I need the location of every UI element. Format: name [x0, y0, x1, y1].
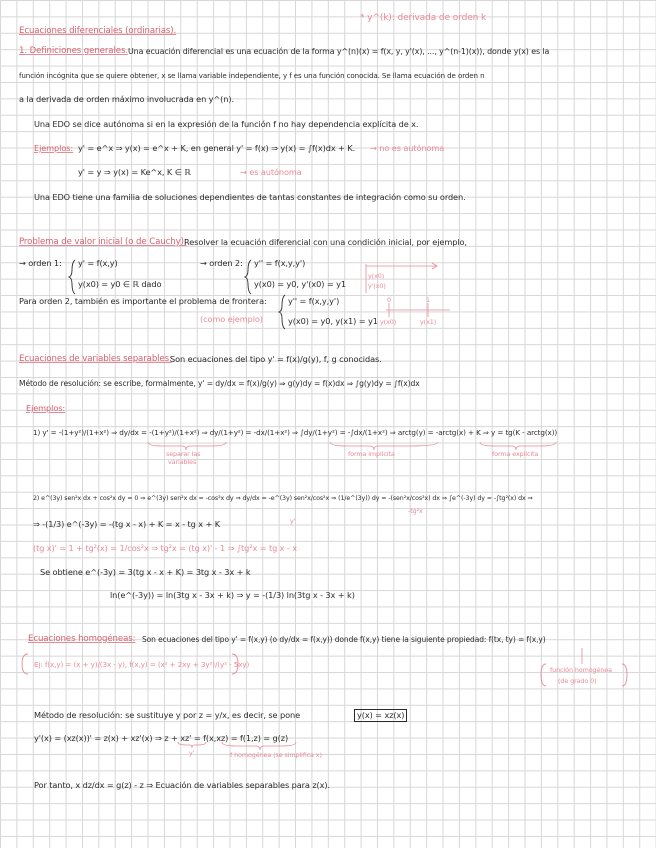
- frontera-eq: y'' = f(x,y,y'): [288, 296, 340, 306]
- bvp-y0: y(x0): [380, 318, 397, 326]
- orden-2-eq: y'' = f(x,y,y'): [254, 258, 306, 268]
- example-separable-2b: ⇒ -(1/3) e^(-3y) = -(tg x - x) + K = x - tg x + K: [33, 519, 221, 529]
- note-deriv-yprime: y': [189, 749, 195, 757]
- orden-1-label: → orden 1:: [19, 258, 62, 268]
- note-deriv-homogenea: f homogénea (se simplifica x): [230, 751, 322, 759]
- heading-separables: Ecuaciones de variables separables:: [19, 354, 172, 364]
- example-separable-2e: ln(e^(-3y)) = ln(3tg x - 3x + k) ⇒ y = -(1/3) ln(3tg x - 3x + k): [110, 590, 355, 600]
- ivp-label-y: y(x0): [368, 272, 385, 280]
- underbrace-separar: [148, 442, 226, 450]
- bracket-nota-right: [622, 664, 627, 686]
- tg-identity: (tg x)' = 1 + tg²(x) = 1/cos²x ⇒ tg²x = (tg x)' - 1 ⇒ ∫tg²x = tg x - x: [33, 543, 298, 553]
- note-explicita: forma explícita: [492, 450, 539, 458]
- ejemplos-label-1: Ejemplos:: [34, 143, 74, 153]
- def-line-3: a la derivada de orden máximo involucrada en y^(n).: [19, 94, 234, 104]
- frontera-note: (como ejemplo): [200, 314, 263, 324]
- family-solutions: Una EDO tiene una familia de soluciones dependientes de tantas constantes de integración como su orden.: [34, 192, 466, 202]
- note-yprime: y': [290, 517, 296, 525]
- example-separable-1: 1) y' = -(1+y²)/(1+x²) ⇒ dy/dx = -(1+y²)/(1+x²) ⇒ dy/(1+y²) = -dx/(1+x²) ⇒ ∫dy/(1+y²) = -∫dx/(1+x²) ⇒ arctg(y) = -arctg(x) + K ⇒ y = tg(K - arctg(x)): [33, 428, 558, 437]
- separables-def: Son ecuaciones del tipo y' = f(x)/g(y), f, g conocidas.: [170, 354, 382, 364]
- ejemplos-label-2: Ejemplos:: [26, 403, 66, 413]
- example-1-note: → no es autónoma: [370, 143, 445, 153]
- example-separable-2d: Se obtiene e^(-3y) = 3(tg x - x + K) = 3tg x - 3x + k: [40, 567, 251, 577]
- orden-1-cond: y(x0) = y0 ∈ ℝ dado: [78, 279, 162, 289]
- orden-2-label: → orden 2:: [200, 258, 243, 268]
- example-2-note: → es autónoma: [240, 167, 302, 177]
- example-separable-2a: 2) e^(3y) sen²x dx + cos²x dy = 0 ⇒ e^(3y) sen²x dx = -cos²x dy ⇒ dy/dx = -e^(3y) sen²x/cos²x ⇒ (1/e^(3y)) dy = -(sen²x/cos²x) dx ⇒ ∫e^(-3y) dy = -∫tg²(x) dx ⇒: [33, 495, 533, 502]
- ivp-label-yp: y'(x0): [368, 282, 386, 290]
- example-1: y' = e^x ⇒ y(x) = e^x + K, en general y' = f(x) ⇒ y(x) = ∫f(x)dx + K.: [78, 143, 356, 153]
- homogeneas-example: Ej: f(x,y) = (x + y)/(3x - y), f(x,y) = (x² + 2xy + 3y²)/(y² - 5xy): [34, 660, 250, 669]
- underbrace-explicita: [480, 442, 556, 450]
- bvp-tick-1: 1: [426, 296, 430, 304]
- frontera-cond: y(x0) = y0, y(x1) = y1: [288, 316, 378, 326]
- page-title: Ecuaciones diferenciales (ordinarias).: [19, 26, 177, 36]
- bracket-ejemplo: [22, 654, 28, 674]
- heading-homogeneas: Ecuaciones homogéneas:: [28, 634, 136, 644]
- note-grado: (de grado 0): [558, 677, 597, 685]
- boxed-substitution: y(x) = xz(x): [354, 709, 407, 722]
- autonoma-definition: Una EDO se dice autónoma si en la expresión de la función f no hay dependencia explícita de x.: [34, 119, 419, 129]
- cauchy-intro: Resolver la ecuación diferencial con una condición inicial, por ejemplo,: [184, 237, 467, 247]
- def-line-2: función incógnita que se quiere obtener, x se llama variable independiente, y f es una función conocida. Se llama ecuación de orden n: [19, 71, 485, 80]
- separables-method: Método de resolución: se escribe, formalmente, y' = dy/dx = f(x)/g(y) ⇒ g(y)dy = f(x)dx ⇒ ∫g(y)dy = ∫f(x)dx: [19, 379, 420, 388]
- brace-frontera: [279, 295, 285, 329]
- heading-definiciones: 1. Definiciones generales.: [19, 46, 128, 56]
- def-line-1: Una ecuación diferencial es una ecuación de la forma y^(n)(x) = f(x, y, y'(x), ..., y^(n-1)(x)), donde y(x) es la: [128, 47, 550, 56]
- homogeneas-method: Método de resolución: se sustituye y por z = y/x, es decir, se pone: [34, 710, 301, 720]
- brace-orden-2: [245, 260, 251, 294]
- example-2: y' = y ⇒ y(x) = Ke^x, K ∈ ℝ: [78, 167, 191, 177]
- homogeneas-derivation: y'(x) = (xz(x))' = z(x) + xz'(x) ⇒ z + xz' = f(x,xz) = f(1,z) = g(z): [34, 733, 289, 743]
- heading-cauchy: Problema de valor inicial (o de Cauchy):: [19, 237, 187, 247]
- orden-2-cond: y(x0) = y0, y'(x0) = y1: [254, 279, 346, 289]
- frontera-text: Para orden 2, también es importante el problema de frontera:: [19, 296, 267, 306]
- bvp-y1: y(x1): [420, 318, 437, 326]
- note-separar: separar las: [166, 450, 201, 458]
- note-funcion-homogenea: función homogénea: [550, 666, 612, 674]
- underbrace-implicita: [330, 442, 438, 450]
- note-implicita: forma implícita: [348, 450, 395, 458]
- note-variables: variables: [168, 458, 197, 466]
- orden-1-eq: y' = f(x,y): [78, 258, 118, 268]
- bracket-nota-left: [541, 664, 546, 686]
- brace-orden-1: [69, 260, 75, 294]
- homogeneas-conclusion: Por tanto, x dz/dx = g(z) - z ⇒ Ecuación de variables separables para z(x).: [34, 780, 330, 790]
- note-tg2: -tg²x: [408, 507, 423, 515]
- side-note: * y^(k): derivada de orden k: [360, 13, 487, 23]
- bvp-tick-0: 0: [387, 296, 391, 304]
- homogeneas-def: Son ecuaciones del tipo y' = f(x,y) (o dy/dx = f(x,y)) donde f(x,y) tiene la siguiente propiedad: f(tx, ty) = f(x,y): [142, 635, 546, 644]
